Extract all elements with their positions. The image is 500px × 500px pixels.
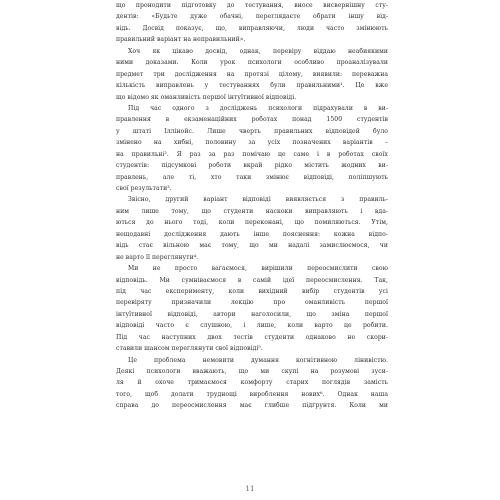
text-line: предмет три дослідження на протязі цілому, виявили: переважна [116,70,388,78]
text-line: студентів: підсумкові роботи вкрай рідко містить жодних ви- [116,162,388,170]
text-line: ними доказами. Коли урок психологи особливо проаналізували [116,59,388,67]
text-line: що пронодити підготовку до тестування, вносе висвернішну сту- [116,2,388,9]
text-line: Хоч як цікаво досвід, однак, перевіру віддаю неабиякими [128,47,388,55]
text-line: відповіді часто є слушною, і лише, коли варто це робити. [116,322,388,330]
text-line: перевіряту призначили лекцію про оманливість першої [116,299,388,307]
page-number: 11 [245,485,255,493]
text-line: Під час одного з досліджень психологи підрахували в ви- [128,104,388,112]
text-line: Звісно, другий варіант відповіді виявляється з правиль- [128,196,388,204]
text-line: кількість виправлень у тестуваннях були правильними¹. Це вже [116,82,388,90]
text-line: правлень, але ті, хто таки змінює відповіді, поліпшують [116,173,388,181]
text-line: свої результати³. [116,185,172,192]
text-line: Під час наступних двох тестів студенти однаково не скори- [116,333,388,341]
text-line: того, щоб долати труднощі вироблення нових⁶. Однак наша [116,390,388,398]
text-line: відь. Досвід показує, що, виправляючи, люди часто змінюють [116,24,388,32]
text-line: нещодавні дослідження дають інше пояснення: кожна відпо- [116,230,388,238]
text-line: що відомо як оманливість першої інтуїтивної відповіді. [116,93,297,101]
text-line: ля й охоче тримаємося комфорту старих поглядів замість [116,379,388,387]
text-line: під час експерименту, коли вихідний вибір студентів усі [116,287,388,295]
text-line: відь стає вільною має тому, що ми надалі замислюємося, чи [116,242,388,250]
text-line: змінено на хибні, половину за усіх позначених варіантів – [116,139,388,147]
text-line: відповідь. Ми сумніваємося в самій ідеї переосмислення. Так, [116,276,388,284]
text-line: правильний варіант на неправильний». [116,36,246,44]
text-line: інтуїтивної відповіді, автори наголосили, що зміна першої [116,310,388,318]
text-line: у штаті Іллінойс. Лише чверть правильних відповідей було [116,127,388,135]
text-line: ним лише тому, що студенти наскоки виправляють і вда- [116,207,388,215]
page-body-text [116,0,388,412]
text-line: Ми не просто вагаємося, вирішили переосмислити свою [128,265,388,273]
text-line: ються до нього тоді, коли переконані, що помиляються. Утім, [116,219,388,227]
text-line: Деякі психологи вважають, що ми скупі на розумові зуси- [116,368,388,375]
text-line: на правильні². Я раз за раз помічаю це саме і в роботах своїх [116,150,388,158]
text-line: правлення в екзаменаційних роботах понад 1500 студентів [116,116,388,124]
text-line: справа до переосмислення має глибше підґрунтя. Коли ми [116,402,388,410]
text-line: Це проблема немовити думання когнітивною лінивістю. [128,356,388,364]
text-line: не варто її переглянути⁴. [116,253,199,261]
text-line: ставили шансом переглянути свої відповіді⁵. [116,345,263,353]
text-line: дентів: «Будьте дуже обачні, переглядаєте обрати іншу від- [116,13,388,21]
